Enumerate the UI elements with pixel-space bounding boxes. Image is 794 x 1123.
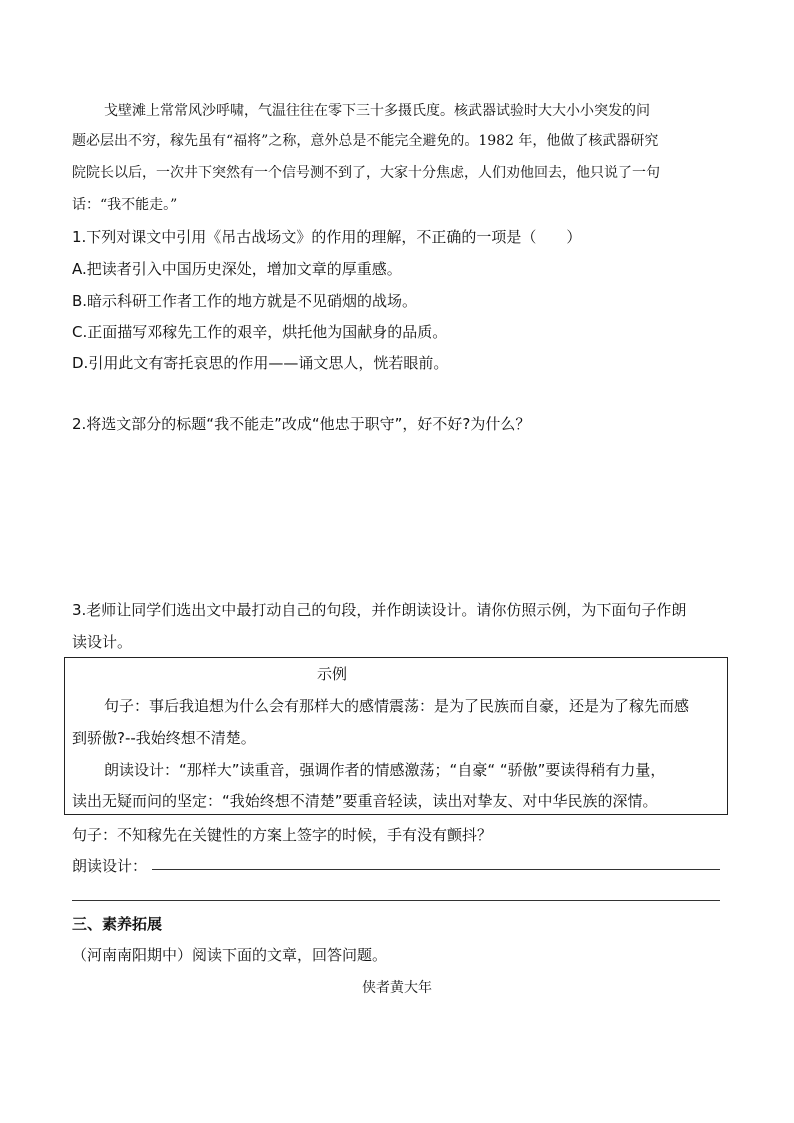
question-1-option-b: B.暗示科研工作者工作的地方就是不见硝烟的战场。 (72, 292, 418, 310)
example-sentence-line-1: 句子：事后我追想为什么会有那样大的感情震荡：是为了民族而自豪，还是为了稼先而感 (104, 697, 690, 715)
example-design-line-2: 读出无疑而问的坚定：“我始终想不清楚”要重音轻读，读出对挚友、对中华民族的深情。 (72, 792, 658, 810)
answer-line-2[interactable] (72, 900, 720, 901)
question-1-option-c: C.正面描写邓稼先工作的艰辛，烘托他为国献身的品质。 (72, 323, 448, 341)
example-design-line-1: 朗读设计：“那样大”读重音，强调作者的情感激荡；“自豪“ “骄傲”要读得稍有力量， (104, 761, 666, 779)
question-1-option-a: A.把读者引入中国历史深处，增加文章的厚重感。 (72, 260, 402, 278)
passage-line-2: 题必层出不穷，稼先虽有“福将”之称，意外总是不能完全避免的。1982 年，他做了核武器研究 (72, 133, 659, 149)
passage-line-4: 话：“我不能走。” (72, 197, 178, 213)
example-title: 示例 (316, 665, 347, 683)
question-3-stem-line-2: 读设计。 (72, 633, 133, 651)
task-sentence: 句子：不知稼先在关键性的方案上签字的时候，手有没有颤抖？ (72, 826, 493, 844)
section-heading: 三、素养拓展 (72, 915, 163, 933)
question-1-stem: 1.下列对课文中引用《吊古战场文》的作用的理解，不正确的一项是（ ） (72, 228, 582, 246)
passage-line-1: 戈壁滩上常常风沙呼啸，气温往往在零下三十多摄氏度。核武器试验时大大小小突发的问 (104, 103, 650, 119)
section-intro: （河南南阳期中）阅读下面的文章，回答问题。 (72, 946, 388, 964)
question-2-stem: 2.将选文部分的标题“我不能走”改成“他忠于职守”，好不好?为什么？ (72, 415, 531, 433)
question-3-stem-line-1: 3.老师让同学们选出文中最打动自己的句段，并作朗读设计。请你仿照示例，为下面句子作朗 (72, 601, 687, 619)
question-1-option-d: D.引用此文有寄托哀思的作用——诵文思人，恍若眼前。 (72, 354, 449, 372)
answer-label: 朗读设计： (72, 857, 148, 875)
example-sentence-line-2: 到骄傲?--我始终想不清楚。 (72, 729, 256, 747)
article-title: 侠者黄大年 (362, 980, 432, 996)
answer-line-1[interactable] (152, 869, 720, 870)
passage-line-3: 院院长以后，一次井下突然有一个信号测不到了，大家十分焦虑，人们劝他回去，他只说了一句 (72, 165, 660, 181)
